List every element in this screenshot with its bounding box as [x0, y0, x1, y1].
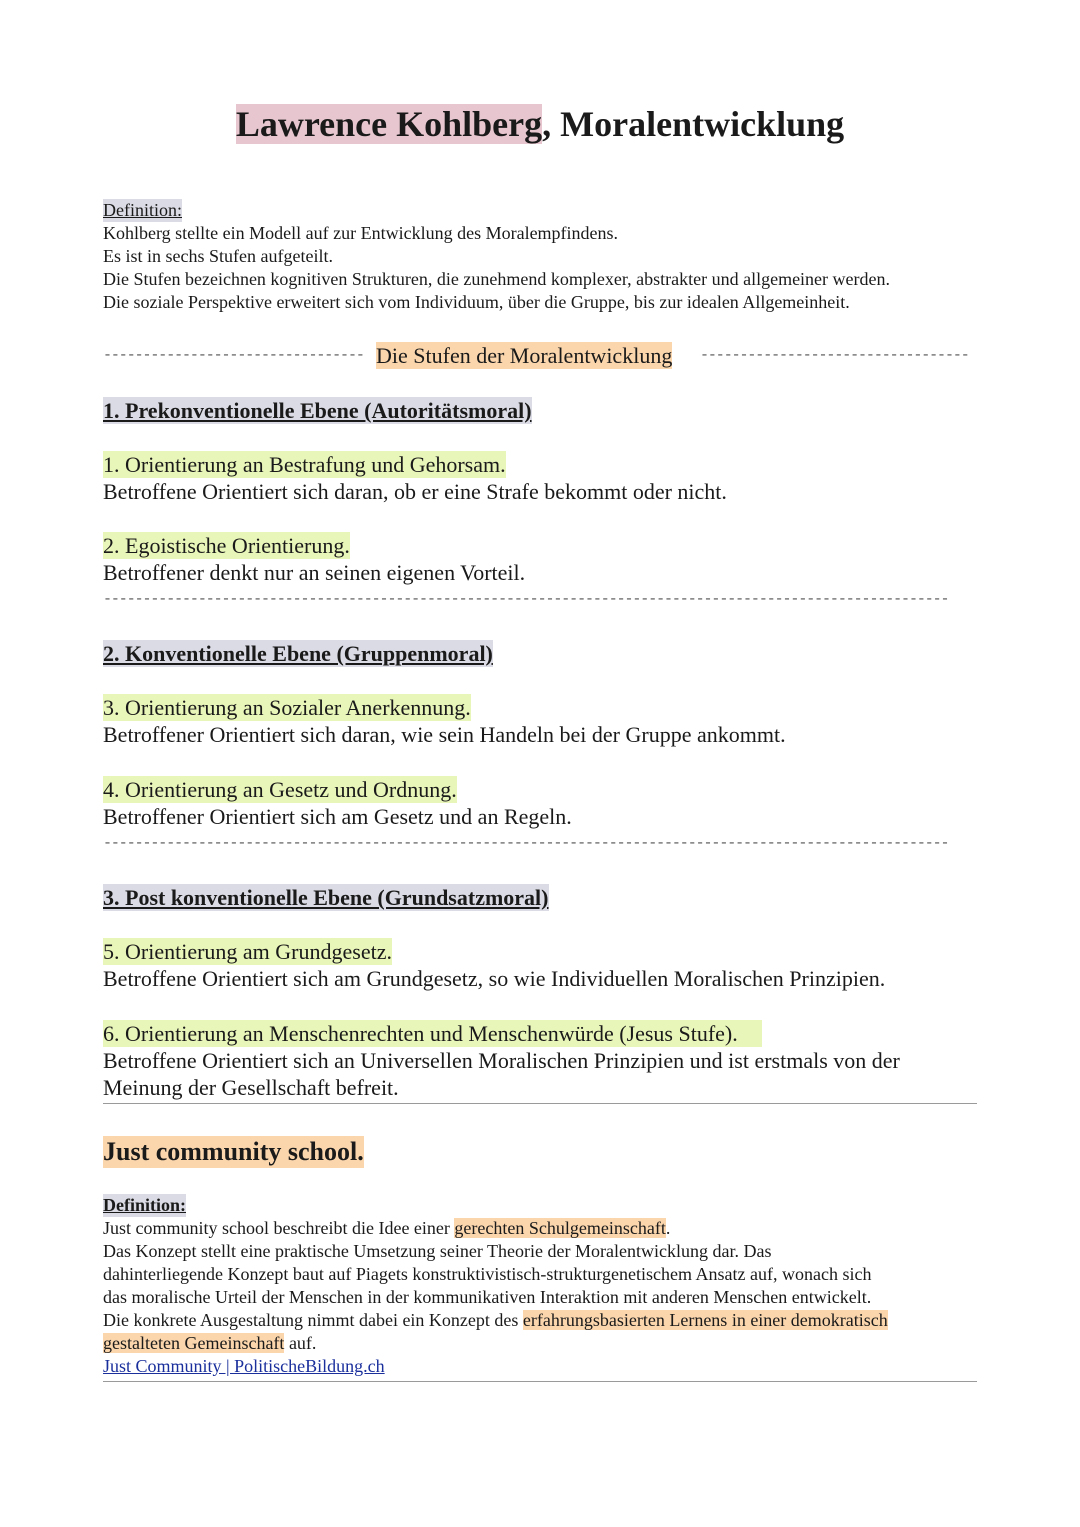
stage-title: 6. Orientierung an Menschenrechten und Menschenwürde (Jesus Stufe). [103, 1020, 762, 1047]
dash-separator: ----------------------------------------------------------------------------------------------------------- [103, 591, 949, 608]
definition-line: Die soziale Perspektive erweitert sich vom Individuum, über die Gruppe, bis zur idealen Allgemeinheit. [103, 292, 850, 312]
stage-title: 4. Orientierung an Gesetz und Ordnung. [103, 777, 457, 802]
definition-label: Definition: [103, 200, 182, 220]
dash-separator: ----------------------------------------------------------------------------------------------------------- [103, 835, 949, 852]
level-heading: 1. Prekonventionelle Ebene (Autoritätsmoral) [103, 398, 532, 423]
horizontal-rule [103, 1381, 977, 1382]
jcs-highlight: erfahrungsbasierten Lernens in einer demokratisch [522, 1310, 888, 1330]
jcs-line [103, 1217, 670, 1240]
stage-title: 5. Orientierung am Grundgesetz. [103, 939, 392, 964]
jcs-source-link[interactable]: Just Community | PolitischeBildung.ch [103, 1356, 385, 1376]
jcs-title: Just community school. [103, 1137, 364, 1166]
jcs-highlight: gerechten Schulgemeinschaft [454, 1218, 666, 1238]
horizontal-rule [103, 1103, 977, 1104]
stage-title: 2. Egoistische Orientierung. [103, 533, 350, 558]
title-rest: , Moralentwicklung [542, 104, 845, 144]
definition-line: Es ist in sechs Stufen aufgeteilt. [103, 246, 333, 266]
jcs-definition-label: Definition: [103, 1195, 186, 1215]
stage-title: 1. Orientierung an Bestrafung und Gehorsam. [103, 452, 506, 477]
stage-text: Betroffener Orientiert sich daran, wie sein Handeln bei der Gruppe ankommt. [103, 722, 786, 747]
stage-text: Betroffene Orientiert sich daran, ob er eine Strafe bekommt oder nicht. [103, 479, 727, 504]
level-heading: 2. Konventionelle Ebene (Gruppenmoral) [103, 641, 493, 666]
stage-text: Meinung der Gesellschaft befreit. [103, 1075, 399, 1100]
definition-line: Kohlberg stellte ein Modell auf zur Entwicklung des Moralempfindens. [103, 223, 619, 243]
definition-line: Die Stufen bezeichnen kognitiven Strukturen, die zunehmend komplexer, abstrakter und allgemeiner werden. [103, 269, 891, 289]
jcs-highlight: gestalteten Gemeinschaft [103, 1333, 285, 1353]
level-heading: 3. Post konventionelle Ebene (Grundsatzmoral) [103, 885, 549, 910]
jcs-text: auf. [284, 1333, 317, 1353]
stage-text: Betroffener denkt nur an seinen eigenen Vorteil. [103, 560, 526, 585]
stage-text: Betroffene Orientiert sich an Universellen Moralischen Prinzipien und ist erstmals von der [103, 1048, 900, 1073]
jcs-text: . [665, 1218, 671, 1238]
jcs-line: Das Konzept stellt eine praktische Umsetzung seiner Theorie der Moralentwicklung dar. Das [103, 1241, 772, 1261]
stage-text: Betroffene Orientiert sich am Grundgesetz, so wie Individuellen Moralischen Prinzipien. [103, 966, 886, 991]
page-title [0, 102, 1080, 146]
dash-line-right: ---------------------------------- [700, 347, 969, 364]
jcs-line: das moralische Urteil der Menschen in der kommunikativen Interaktion mit anderen Menschen entwickelt. [103, 1287, 872, 1307]
dash-line-left: --------------------------------- [103, 347, 364, 364]
jcs-text: Die konkrete Ausgestaltung nimmt dabei ein Konzept des [103, 1310, 523, 1330]
jcs-line: dahinterliegende Konzept baut auf Piagets konstruktivistisch-strukturgenetischem Ansatz auf, wonach sich [103, 1264, 872, 1284]
jcs-text: Just community school beschreibt die Idee einer [103, 1218, 455, 1238]
title-highlight: Lawrence Kohlberg [235, 104, 543, 144]
stages-header-label: Die Stufen der Moralentwicklung [376, 343, 673, 368]
jcs-line [103, 1309, 888, 1332]
stages-header [103, 342, 977, 370]
stage-title: 3. Orientierung an Sozialer Anerkennung. [103, 695, 471, 720]
jcs-line [103, 1332, 316, 1355]
stage-text: Betroffener Orientiert sich am Gesetz und an Regeln. [103, 804, 572, 829]
